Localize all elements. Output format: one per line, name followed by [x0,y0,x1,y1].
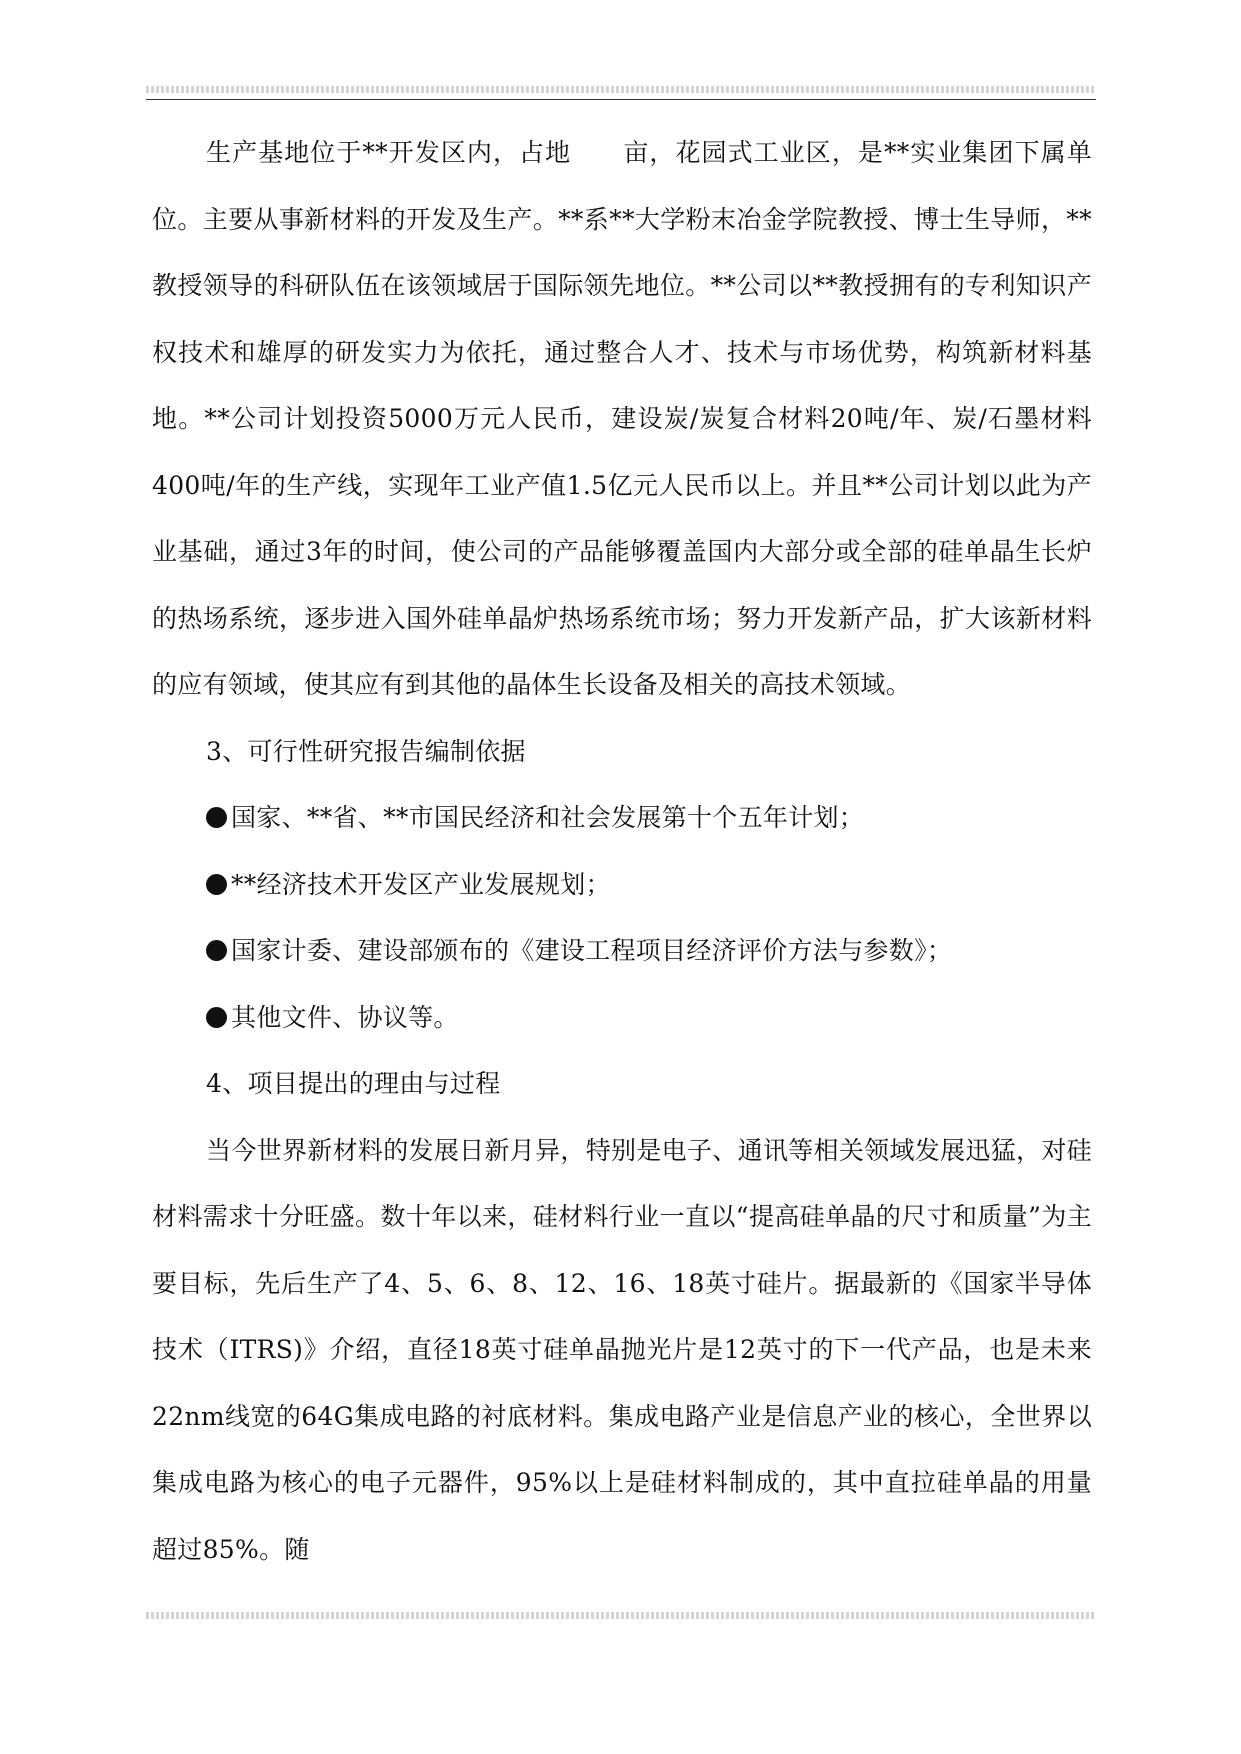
paragraph-background: 当今世界新材料的发展日新月异，特别是电子、通讯等相关领域发展迅猛，对硅材料需求十分旺盛。数十年以来，硅材料行业一直以“提高硅单晶的尺寸和质量”为主要目标，先后生产了4、5、6、8、12、16、18英寸硅片。据最新的《国家半导体技术（ITRS)》介绍，直径18英寸硅单晶抛光片是12英寸的下一代产品，也是未来22nm线宽的64G集成电路的衬底材料。集成电路产业是信息产业的核心，全世界以集成电路为核心的电子元器件，95%以上是硅材料制成的，其中直拉硅单晶的用量超过85%。随 [152,1135,1092,1564]
bullet-dot-icon [206,940,227,961]
bullet-text: 国家计委、建设部颁布的《建设工程项目经济评价方法与参数》； [231,936,953,965]
bullet-text: 其他文件、协议等。 [231,1002,459,1032]
header-decorative-band [146,86,1096,93]
section-heading-4: 4、项目提出的理由与过程 [206,1069,501,1098]
header-rule [146,99,1096,100]
bullet-item [152,785,1092,852]
bullet-dot-icon [206,807,227,828]
bullet-dot-icon [206,1007,227,1028]
bullet-item [152,918,1092,985]
bullet-text: 国家、**省、**市国民经济和社会发展第十个五年计划； [231,803,865,832]
bullet-dot-icon [206,874,227,895]
paragraph-production-base: 生产基地位于**开发区内，占地 亩，花园式工业区，是**实业集团下属单位。主要从事新材料的开发及生产。**系**大学粉末冶金学院教授、博士生导师，**教授领导的科研队伍在该领域居于国际领先地位。**公司以**教授拥有的专利知识产权技术和雄厚的研发实力为依托，通过整合人才、技术与市场优势，构筑新材料基地。**公司计划投资5000万元人民币，建设炭/炭复合材料20吨/年、炭/石墨材料400吨/年的生产线，实现年工业产值1.5亿元人民币以上。并且**公司计划以此为产业基础，通过3年的时间，使公司的产品能够覆盖国内大部分或全部的硅单晶生长炉的热场系统，逐步进入国外硅单晶炉热场系统市场；努力开发新产品，扩大该新材料的应有领域，使其应有到其他的晶体生长设备及相关的高技术领域。 [152,138,1092,699]
footer-decorative-band [146,1612,1096,1619]
page-body [152,120,1092,1583]
section-heading-3: 3、可行性研究报告编制依据 [206,736,526,766]
bullet-item [152,985,1092,1052]
bullet-item [152,852,1092,919]
bullet-text: **经济技术开发区产业发展规划； [231,869,611,899]
